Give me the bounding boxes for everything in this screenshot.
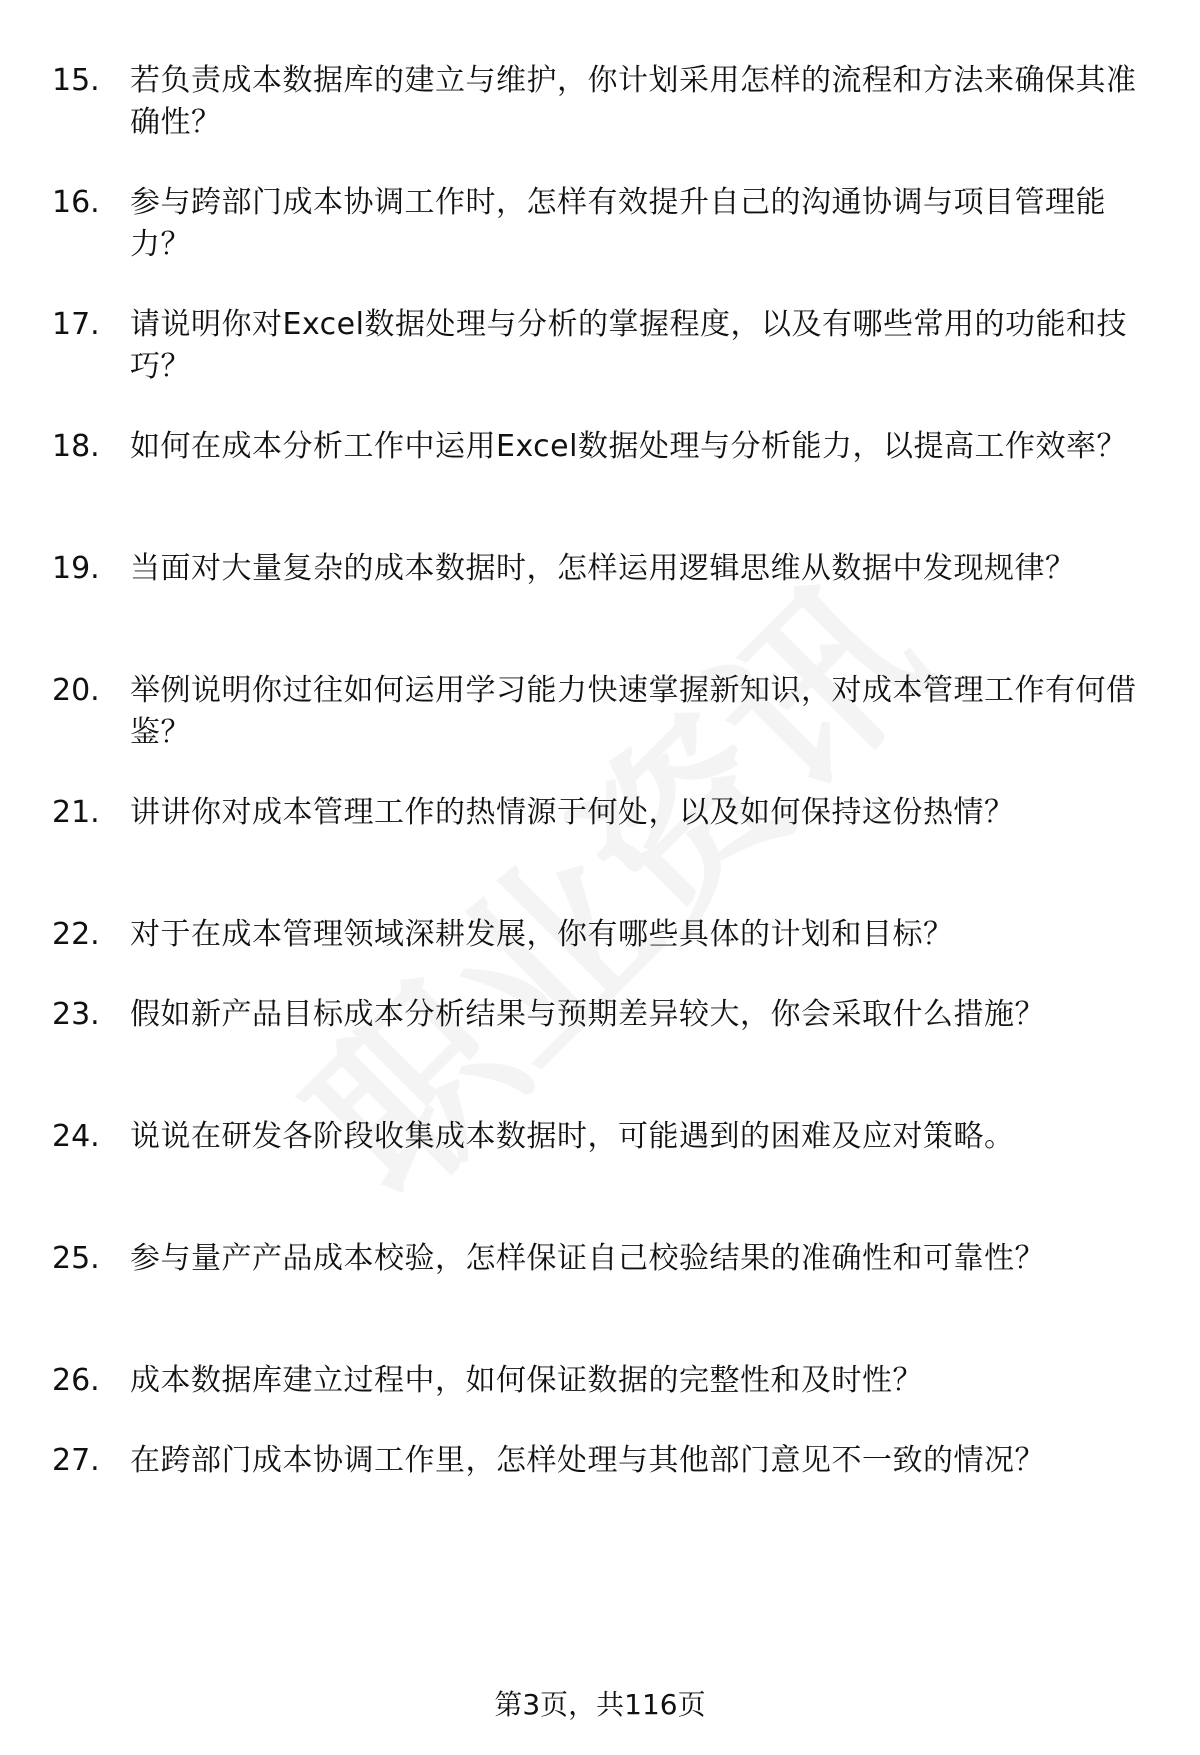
page-number-footer: 第3页，共116页 <box>494 1688 706 1721</box>
question-text: 参与跨部门成本协调工作时，怎样有效提升自己的沟通协调与项目管理能力？ <box>130 185 1106 262</box>
question-item <box>0 60 1200 144</box>
question-text: 在跨部门成本协调工作里，怎样处理与其他部门意见不一致的情况？ <box>130 1443 1045 1478</box>
question-text: 说说在研发各阶段收集成本数据时，可能遇到的困难及应对策略。 <box>130 1119 1015 1154</box>
question-number: 25. <box>52 1241 100 1276</box>
question-number: 21. <box>52 795 100 830</box>
question-number: 17. <box>52 307 100 342</box>
question-text: 假如新产品目标成本分析结果与预期差异较大，你会采取什么措施？ <box>130 997 1045 1032</box>
question-item <box>0 426 1200 510</box>
question-item <box>0 304 1200 388</box>
question-item <box>0 994 1200 1078</box>
question-number: 18. <box>52 429 100 464</box>
question-number: 23. <box>52 997 100 1032</box>
question-text: 当面对大量复杂的成本数据时，怎样运用逻辑思维从数据中发现规律？ <box>130 551 1076 586</box>
question-item <box>0 914 1200 956</box>
question-text: 参与量产产品成本校验，怎样保证自己校验结果的准确性和可靠性？ <box>130 1241 1045 1276</box>
question-text: 对于在成本管理领域深耕发展，你有哪些具体的计划和目标？ <box>130 917 954 952</box>
question-number: 26. <box>52 1363 100 1398</box>
question-text: 举例说明你过往如何运用学习能力快速掌握新知识，对成本管理工作有何借鉴？ <box>130 673 1137 750</box>
question-list <box>0 60 1200 1562</box>
question-number: 22. <box>52 917 100 952</box>
question-number: 27. <box>52 1443 100 1478</box>
question-text: 讲讲你对成本管理工作的热情源于何处，以及如何保持这份热情？ <box>130 795 1015 830</box>
question-item <box>0 1238 1200 1322</box>
question-item <box>0 1360 1200 1402</box>
question-number: 19. <box>52 551 100 586</box>
question-number: 16. <box>52 185 100 220</box>
question-number: 24. <box>52 1119 100 1154</box>
question-text: 成本数据库建立过程中，如何保证数据的完整性和及时性？ <box>130 1363 923 1398</box>
question-item <box>0 1116 1200 1200</box>
question-item <box>0 548 1200 632</box>
question-number: 20. <box>52 673 100 708</box>
question-item <box>0 1440 1200 1524</box>
question-item <box>0 670 1200 754</box>
question-text: 若负责成本数据库的建立与维护，你计划采用怎样的流程和方法来确保其准确性？ <box>130 63 1137 140</box>
question-item <box>0 792 1200 876</box>
question-text: 请说明你对Excel数据处理与分析的掌握程度，以及有哪些常用的功能和技巧？ <box>130 307 1127 384</box>
question-text: 如何在成本分析工作中运用Excel数据处理与分析能力，以提高工作效率？ <box>130 429 1127 464</box>
question-item <box>0 182 1200 266</box>
question-number: 15. <box>52 63 100 98</box>
